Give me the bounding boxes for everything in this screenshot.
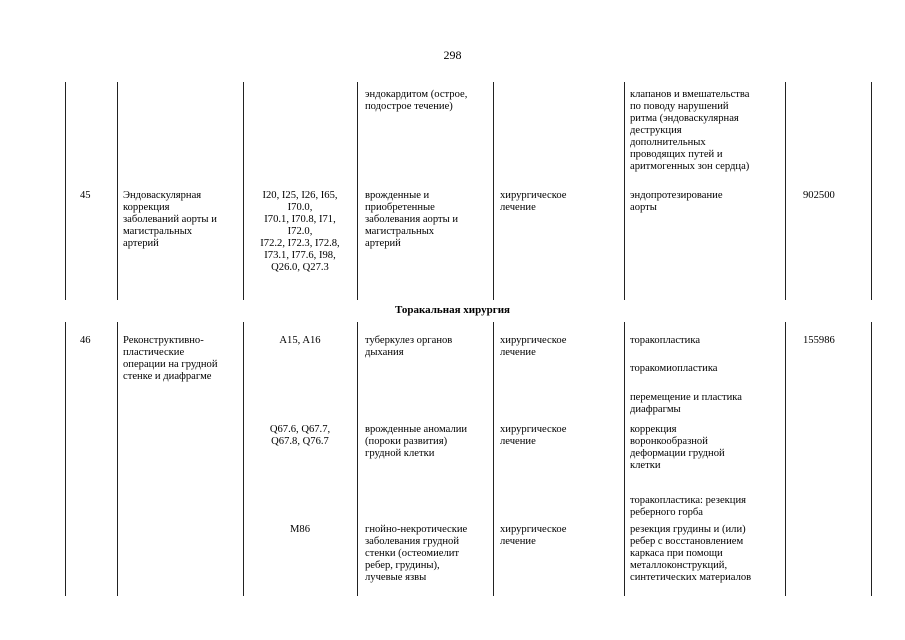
row-number: 46 [80,335,91,346]
row-name: Реконструктивно- пластические операции на грудной стенке и диафрагме [123,335,218,382]
diagnosis-cell: эндокардитом (острое, подострое течение) [365,89,468,112]
method-item: перемещение и пластика диафрагмы [630,392,742,415]
column-rule [243,322,244,596]
column-rule [785,82,786,300]
column-rule [117,82,118,300]
method-item: торакопластика: резекция реберного горба [630,495,747,518]
diagnosis-cell: врожденные аномалии (пороки развития) грудной клетки [365,424,468,459]
treatment-cell: хирургическое лечение [500,424,567,447]
price-cell: 902500 [803,190,835,201]
column-rule [117,322,118,596]
treatment-cell: хирургическое лечение [500,190,567,213]
column-rule [624,322,625,596]
column-rule [357,322,358,596]
column-rule [624,82,625,300]
column-rule [785,322,786,596]
page-number: 298 [443,48,462,62]
codes-cell: M86 [289,524,310,535]
codes-cell: A15, A16 [279,335,321,346]
method-item: торакопластика [630,335,701,346]
column-rule [871,82,872,300]
method-item: торакомиопластика [630,363,718,374]
diagnosis-cell: туберкулез органов дыхания [365,335,453,358]
row-number: 45 [80,190,91,201]
column-rule [65,322,66,596]
column-rule [65,82,66,300]
method-cell: эндопротезирование аорты [630,190,723,213]
method-item: коррекция воронкообразной деформации грудной клетки [630,424,725,471]
treatment-cell: хирургическое лечение [500,335,567,358]
column-rule [357,82,358,300]
codes-cell: Q67.6, Q67.7, Q67.8, Q76.7 [269,424,331,447]
treatment-cell: хирургическое лечение [500,524,567,547]
diagnosis-cell: гнойно-некротические заболевания грудной стенки (остеомиелит ребер, грудины), лучевые язвы [365,524,468,583]
column-rule [871,322,872,596]
diagnosis-cell: врожденные и приобретенные заболевания аорты и магистральных артерий [365,190,459,249]
section-title: Торакальная хирургия [395,304,510,316]
column-rule [243,82,244,300]
row-name: Эндоваскулярная коррекция заболеваний аорты и магистральных артерий [123,190,217,249]
method-cell: клапанов и вмешательства по поводу нарушений ритма (эндоваскулярная деструкция дополнительных проводящих путей и аритмогенных зон сердца) [630,89,750,172]
codes-cell: I20, I25, I26, I65, I70.0, I70.1, I70.8, I71, I72.0, I72.2, I72.3, I72.8, I73.1, I77.6, I98, Q26.0, Q27.3 [260,190,340,273]
price-cell: 155986 [803,335,835,346]
method-item: резекция грудины и (или) ребер с восстановлением каркаса при помощи металлоконструкций, синтетических материалов [630,524,752,583]
